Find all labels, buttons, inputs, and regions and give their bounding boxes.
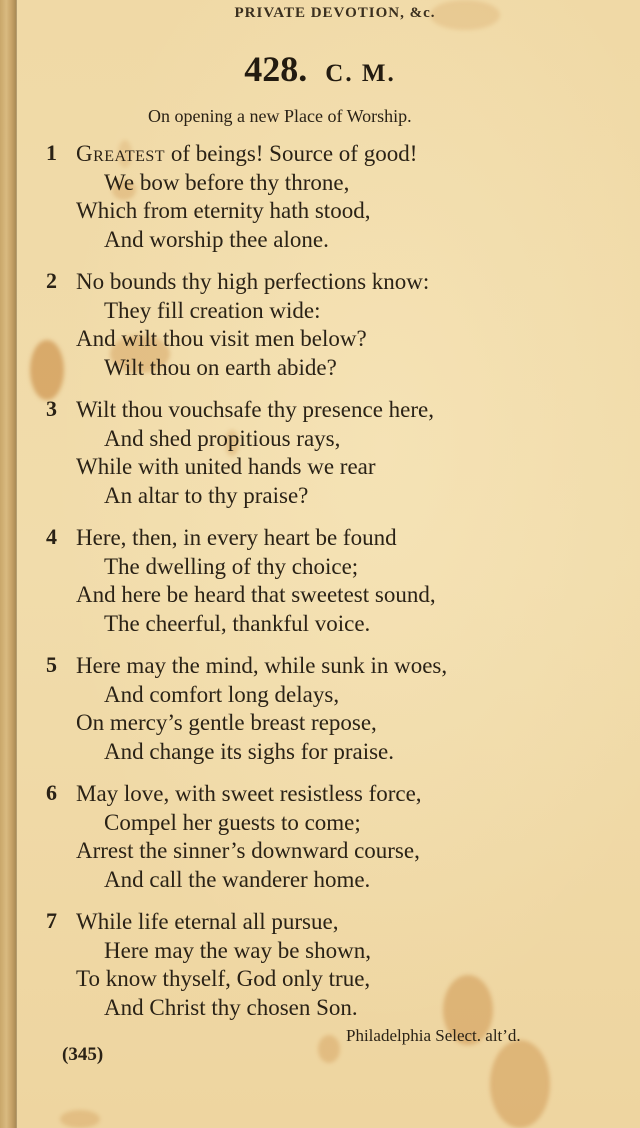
stanza-line: And Christ thy chosen Son. bbox=[104, 994, 358, 1020]
running-header-text: PRIVATE DEVOTION, &c. bbox=[234, 5, 436, 21]
stanza-line: To know thyself, God only true, bbox=[76, 966, 371, 991]
stanza-2 bbox=[46, 268, 606, 396]
verse-number: 5 bbox=[46, 652, 57, 677]
stanza-line: We bow before thy throne, bbox=[104, 169, 350, 195]
verse-number: 7 bbox=[46, 908, 57, 933]
stanza-line: An altar to thy praise? bbox=[104, 482, 309, 508]
stanza-6 bbox=[46, 780, 606, 908]
stanza-line: Here may the mind, while sunk in woes, bbox=[76, 653, 448, 678]
stanza-line: And shed propitious rays, bbox=[104, 425, 341, 451]
stanza-line: The cheerful, thankful voice. bbox=[104, 610, 371, 636]
stanza-line: While with united hands we rear bbox=[76, 454, 376, 479]
line-text: of beings! Source of good! bbox=[165, 141, 418, 166]
verse-number: 6 bbox=[46, 780, 57, 805]
stanza-line: Here may the way be shown, bbox=[104, 937, 371, 963]
stanza-line: They fill creation wide: bbox=[104, 297, 321, 323]
hymn-attribution: Philadelphia Select. alt’d. bbox=[346, 1026, 521, 1045]
hymn-meter: C. M. bbox=[325, 60, 396, 87]
stanza-line: The dwelling of thy choice; bbox=[104, 553, 359, 579]
stanza-line: On mercy’s gentle breast repose, bbox=[76, 710, 377, 735]
stanza-line: Compel her guests to come; bbox=[104, 809, 361, 835]
stanza-line: While life eternal all pursue, bbox=[76, 909, 339, 934]
stanza-7 bbox=[46, 908, 606, 1036]
stanza-line: And call the wanderer home. bbox=[104, 866, 371, 892]
verse-number: 2 bbox=[46, 268, 57, 293]
stain bbox=[490, 1040, 550, 1128]
stain bbox=[60, 1110, 100, 1128]
page-number: (345) bbox=[62, 1044, 104, 1065]
stanza-line bbox=[46, 140, 606, 169]
hymn-title bbox=[0, 48, 640, 90]
stanza-1 bbox=[46, 140, 606, 268]
stain bbox=[318, 1035, 340, 1063]
verse-number: 1 bbox=[46, 140, 57, 165]
page-edge bbox=[16, 0, 17, 1128]
stanza-line: And wilt thou visit men below? bbox=[76, 326, 367, 351]
stanza-line: Arrest the sinner’s downward course, bbox=[76, 838, 420, 863]
stanza-line: May love, with sweet resistless force, bbox=[76, 781, 422, 806]
stanza-line: Which from eternity hath stood, bbox=[76, 198, 371, 223]
verse-number: 4 bbox=[46, 524, 57, 549]
stanza-line: Wilt thou vouchsafe thy presence here, bbox=[76, 397, 434, 422]
stanza-line: And comfort long delays, bbox=[104, 681, 340, 707]
first-word: Greatest bbox=[76, 141, 166, 166]
stanza-line: No bounds thy high perfections know: bbox=[76, 269, 430, 294]
book-spine bbox=[0, 0, 16, 1128]
stanza-line: And here be heard that sweetest sound, bbox=[76, 582, 436, 607]
running-header bbox=[0, 5, 640, 22]
stanza-3 bbox=[46, 396, 606, 524]
stanza-line: Here, then, in every heart be found bbox=[76, 525, 397, 550]
hymn-stanzas bbox=[46, 140, 606, 1036]
stanza-line: Wilt thou on earth abide? bbox=[104, 354, 337, 380]
hymn-number: 428. bbox=[244, 49, 308, 89]
stanza-5 bbox=[46, 652, 606, 780]
verse-number: 3 bbox=[46, 396, 57, 421]
hymn-occasion: On opening a new Place of Worship. bbox=[148, 106, 412, 126]
stanza-4 bbox=[46, 524, 606, 652]
stanza-line: And change its sighs for praise. bbox=[104, 738, 394, 764]
stanza-line: And worship thee alone. bbox=[104, 226, 329, 252]
